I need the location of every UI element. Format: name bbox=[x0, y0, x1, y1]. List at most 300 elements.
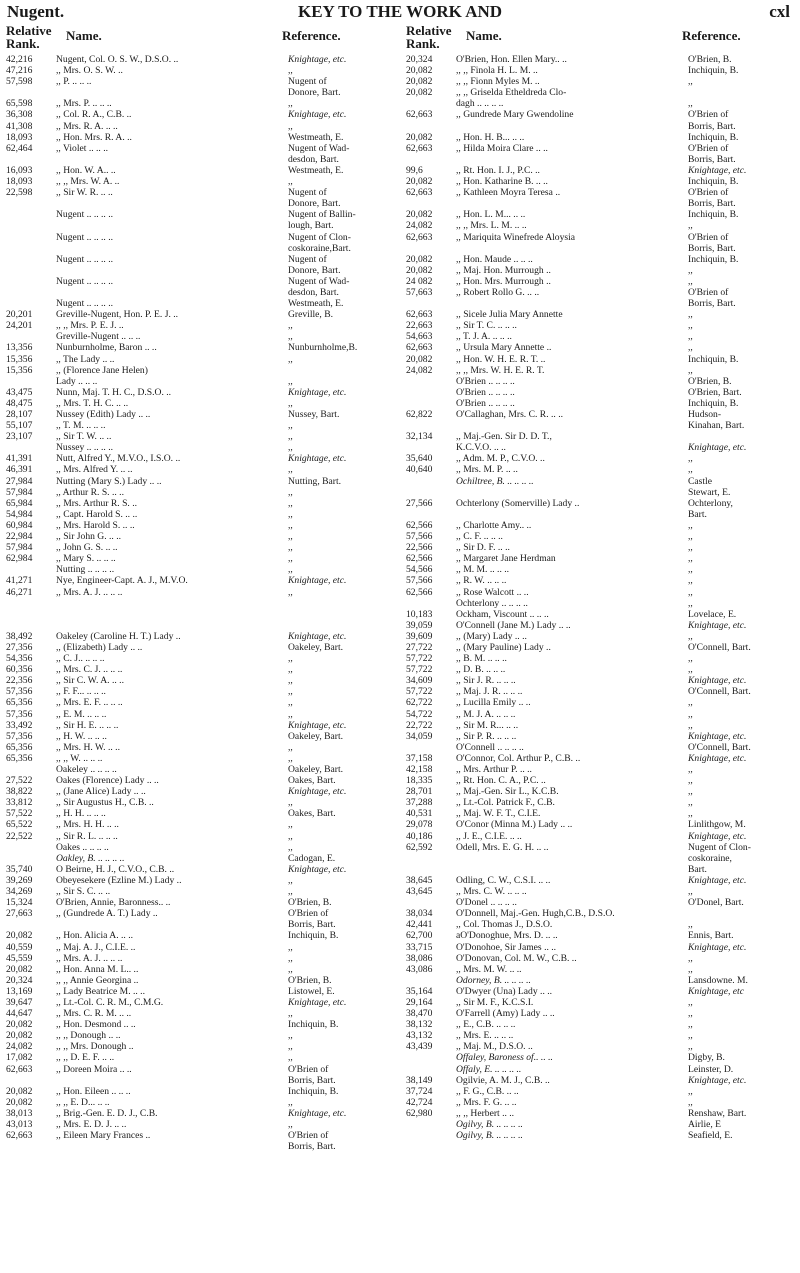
index-entry bbox=[406, 1019, 796, 1030]
entry-name: Ogilvy, B. .. .. .. .. bbox=[456, 1130, 523, 1142]
entry-name: ,, Doreen Moira .. .. bbox=[56, 1063, 132, 1075]
entry-reference: ,, bbox=[688, 553, 693, 565]
index-entry bbox=[406, 431, 796, 442]
entry-name: ,, Gundrede Mary Gwendoline bbox=[456, 109, 574, 121]
index-entry bbox=[6, 1030, 396, 1041]
relative-rank: 43,086 bbox=[406, 963, 433, 975]
relative-rank: 24 082 bbox=[406, 275, 433, 287]
relative-rank: 34,269 bbox=[6, 886, 33, 898]
index-entry bbox=[6, 198, 396, 209]
index-entry bbox=[6, 265, 396, 276]
index-entry bbox=[406, 675, 796, 686]
entry-name: ,, Mary S. .. .. .. bbox=[56, 553, 116, 565]
index-entry bbox=[406, 997, 796, 1008]
entry-name: ,, C. J.. .. .. .. bbox=[56, 653, 105, 665]
index-entry bbox=[406, 1064, 796, 1075]
index-entry bbox=[406, 831, 796, 842]
entry-name: ,, Mrs. M. W. .. .. bbox=[456, 963, 522, 975]
index-entry bbox=[6, 897, 396, 908]
column-header bbox=[406, 24, 796, 54]
entry-name: Greville-Nugent .. .. .. bbox=[56, 331, 141, 343]
relative-rank: 43,645 bbox=[406, 886, 433, 898]
entry-reference: Bart. bbox=[688, 508, 707, 520]
index-entry bbox=[6, 342, 396, 353]
entry-reference: ,, bbox=[688, 719, 693, 731]
entry-name: ,, Sir T. C. .. .. .. bbox=[456, 320, 517, 332]
index-entry bbox=[6, 542, 396, 553]
entry-reference: Hudson- bbox=[688, 409, 722, 420]
index-entry bbox=[406, 298, 796, 309]
relative-rank: 20,082 bbox=[406, 87, 433, 99]
relative-rank: 15,356 bbox=[6, 364, 33, 376]
entry-name: ,, M. J. A. .. .. .. bbox=[456, 708, 516, 720]
entry-name: ,, Hon. Maude .. .. .. bbox=[456, 253, 533, 265]
relative-rank: 57,356 bbox=[6, 708, 33, 720]
entry-reference: ,, bbox=[688, 342, 693, 354]
index-entry bbox=[6, 1108, 396, 1119]
index-entry bbox=[6, 1141, 396, 1152]
relative-rank: 27,522 bbox=[6, 775, 33, 787]
relative-rank: 22,356 bbox=[6, 675, 33, 687]
relative-rank: 15,324 bbox=[6, 897, 33, 909]
index-entry bbox=[406, 897, 796, 908]
entry-reference: Knightage, etc. bbox=[688, 1074, 747, 1086]
entry-reference: ,, bbox=[288, 963, 293, 975]
relative-rank: 28,107 bbox=[6, 409, 33, 420]
entry-reference: O'Brien, Bart. bbox=[688, 386, 742, 398]
entry-name: ,, Hon. Desmond .. .. bbox=[56, 1019, 136, 1031]
entry-reference: ,, bbox=[688, 575, 693, 587]
entry-name: ,, H. W. .. .. .. bbox=[56, 730, 107, 742]
index-entry bbox=[406, 531, 796, 542]
relative-rank: 23,107 bbox=[6, 431, 33, 443]
entry-name: ,, R. W. .. .. .. bbox=[456, 575, 507, 587]
index-entry bbox=[6, 975, 396, 986]
index-entry bbox=[406, 176, 796, 187]
index-entry bbox=[6, 1097, 396, 1108]
entry-name: ,, Hon. W. H. E. R. T. .. bbox=[456, 353, 546, 365]
relative-rank: 15,356 bbox=[6, 353, 33, 365]
entry-reference: ,, bbox=[688, 1041, 693, 1053]
entry-name: ,, ,, Mrs. L. M. .. .. bbox=[456, 220, 527, 232]
entry-name: ,, Sir T. W. .. .. bbox=[56, 431, 112, 443]
entry-name: ,, Sir S. C. .. .. bbox=[56, 886, 111, 898]
relative-rank: 62,722 bbox=[406, 697, 433, 709]
entry-reference: Borris, Bart. bbox=[288, 919, 336, 931]
entry-reference: Borris, Bart. bbox=[688, 242, 736, 254]
entry-name: O'Donohoe, Sir James .. .. bbox=[456, 941, 557, 953]
entry-name: ,, Brig.-Gen. E. D. J., C.B. bbox=[56, 1107, 158, 1119]
relative-rank: 27,566 bbox=[406, 497, 433, 509]
entry-name: Offaly, E. .. .. .. .. bbox=[456, 1063, 522, 1075]
index-entry bbox=[406, 753, 796, 764]
entry-name: Greville-Nugent, Hon. P. E. J. .. bbox=[56, 309, 179, 321]
entry-name: ,, Violet .. .. .. bbox=[56, 142, 109, 154]
entry-name: Nugent, Col. O. S. W., D.S.O. .. bbox=[56, 54, 179, 65]
index-entry bbox=[406, 930, 796, 941]
index-entry bbox=[406, 87, 796, 98]
index-entry bbox=[6, 254, 396, 265]
entry-reference: ,, bbox=[688, 775, 693, 787]
entry-name: Nutting .. .. .. .. bbox=[56, 564, 115, 576]
index-entry bbox=[6, 87, 396, 98]
entry-reference: O'Brien of bbox=[288, 1130, 329, 1142]
entry-name: Nugent .. .. .. .. bbox=[56, 231, 114, 243]
index-entry bbox=[6, 498, 396, 509]
entry-name: ,, Sir W. R. .. .. bbox=[56, 187, 113, 199]
index-entry bbox=[406, 786, 796, 797]
index-entry bbox=[406, 1097, 796, 1108]
relative-rank: 39,269 bbox=[6, 874, 33, 886]
relative-rank: 39,609 bbox=[406, 630, 433, 642]
right-entries bbox=[406, 54, 796, 1141]
index-entry bbox=[406, 453, 796, 464]
entry-name: ,, (Jane Alice) Lady .. .. bbox=[56, 786, 146, 798]
index-entry bbox=[6, 98, 396, 109]
index-entry bbox=[6, 942, 396, 953]
relative-rank: 54,566 bbox=[406, 564, 433, 576]
entry-reference: Cadogan, E. bbox=[288, 852, 336, 864]
entry-reference: ,, bbox=[288, 741, 293, 753]
entry-reference: Inchiquin, B. bbox=[688, 209, 739, 221]
entry-reference: Knightage, etc. bbox=[288, 453, 347, 465]
index-entry bbox=[6, 453, 396, 464]
entry-name: Oakes (Florence) Lady .. .. bbox=[56, 775, 159, 787]
entry-name: Nye, Engineer-Capt. A. J., M.V.O. bbox=[56, 575, 188, 587]
relative-rank: 60,356 bbox=[6, 664, 33, 676]
index-entry bbox=[406, 808, 796, 819]
entry-reference: ,, bbox=[288, 830, 293, 842]
index-entry bbox=[406, 797, 796, 808]
entry-name: ,, ,, Fionn Myles M. .. bbox=[456, 76, 540, 88]
entry-name: ,, J. E., C.I.E. .. .. bbox=[456, 830, 522, 842]
relative-rank: 41,308 bbox=[6, 120, 33, 132]
relative-rank: 20,082 bbox=[6, 1019, 33, 1031]
relative-rank: 28,701 bbox=[406, 786, 433, 798]
entry-reference: ,, bbox=[688, 664, 693, 676]
relative-rank: 62,984 bbox=[6, 553, 33, 565]
index-entry bbox=[6, 819, 396, 830]
entry-name: Ogilvy, B. .. .. .. .. bbox=[456, 1119, 523, 1130]
entry-reference: Greville, B. bbox=[288, 309, 334, 321]
entry-name: Nussey (Edith) Lady .. .. bbox=[56, 409, 151, 420]
relative-rank: 62,663 bbox=[406, 142, 433, 154]
entry-reference: Nugent of Ballin- bbox=[288, 209, 356, 221]
entry-reference: ,, bbox=[688, 531, 693, 543]
relative-rank: 62,464 bbox=[6, 142, 33, 154]
index-entry bbox=[406, 132, 796, 143]
entry-name: aO'Donoghue, Mrs. D. .. .. bbox=[456, 930, 558, 942]
relative-rank: 40,531 bbox=[406, 808, 433, 820]
entry-name: ,, Mrs. O. S. W. .. bbox=[56, 65, 123, 77]
entry-reference: Knightage, etc. bbox=[688, 730, 747, 742]
entry-name: ,, Rt. Hon. C. A., P.C. .. bbox=[456, 775, 546, 787]
entry-name: ,, Mrs. A. J. .. .. .. bbox=[56, 952, 123, 964]
entry-reference: Borris, Bart. bbox=[688, 298, 736, 310]
entry-name: ,, Lady Beatrice M. .. .. bbox=[56, 985, 145, 997]
index-entry bbox=[6, 587, 396, 598]
entry-reference: ,, bbox=[688, 597, 693, 609]
entry-name: ,, Sir C. W. A. .. .. bbox=[56, 675, 124, 687]
relative-rank: 54,356 bbox=[6, 653, 33, 665]
entry-reference: ,, bbox=[288, 519, 293, 531]
index-entry bbox=[6, 76, 396, 87]
entry-reference: ,, bbox=[288, 497, 293, 509]
entry-reference: ,, bbox=[288, 697, 293, 709]
entry-reference: ,, bbox=[688, 653, 693, 665]
entry-reference: O'Brien, B. bbox=[688, 375, 732, 387]
relative-rank: 17,082 bbox=[6, 1052, 33, 1064]
index-entry bbox=[6, 464, 396, 475]
entry-reference: coskoraine, bbox=[688, 852, 732, 864]
entry-name: dagh .. .. .. .. bbox=[456, 98, 504, 110]
entry-name: ,, Mrs. Arthur P. .. .. bbox=[456, 764, 532, 775]
entry-name: Nugent .. .. .. .. bbox=[56, 275, 114, 287]
relative-rank: 41,391 bbox=[6, 453, 33, 465]
index-entry bbox=[406, 1052, 796, 1063]
entry-reference: Knightage, etc. bbox=[688, 164, 747, 176]
entry-reference: ,, bbox=[688, 764, 693, 775]
entry-reference: ,, bbox=[288, 886, 293, 898]
index-entry bbox=[6, 919, 396, 930]
entry-reference: Inchiquin, B. bbox=[688, 176, 739, 188]
entry-reference: ,, bbox=[288, 708, 293, 720]
entry-reference: Nugent of Wad- bbox=[288, 275, 350, 287]
left-entries bbox=[6, 54, 396, 1152]
entry-name: ,, Mrs. P. .. .. .. bbox=[56, 98, 112, 110]
relative-rank: 27,356 bbox=[6, 641, 33, 653]
entry-name: ,, Hon. L. M... .. .. bbox=[456, 209, 526, 221]
entry-name: Ochterlony .. .. .. .. bbox=[456, 597, 528, 609]
relative-rank: 36,308 bbox=[6, 109, 33, 121]
entry-name: Oakes .. .. .. .. bbox=[56, 841, 109, 853]
entry-reference: ,, bbox=[288, 941, 293, 953]
relative-rank: 38,034 bbox=[406, 908, 433, 920]
entry-reference: Borris, Bart. bbox=[688, 120, 736, 132]
entry-reference: ,, bbox=[688, 464, 693, 476]
entry-name: ,, Maj.-Gen. Sir D. D. T., bbox=[456, 431, 552, 443]
relative-rank: 62,663 bbox=[406, 231, 433, 243]
index-entry bbox=[406, 775, 796, 786]
entry-name: Ochiltree, B. .. .. .. .. bbox=[456, 475, 534, 487]
relative-rank: 62,663 bbox=[6, 1063, 33, 1075]
entry-reference: ,, bbox=[288, 508, 293, 520]
entry-reference: ,, bbox=[288, 431, 293, 443]
index-entry bbox=[6, 631, 396, 642]
entry-name: ,, ,, E. D... .. .. bbox=[56, 1096, 110, 1108]
entry-name: ,, C. F. .. .. .. bbox=[456, 531, 503, 543]
entry-reference: ,, bbox=[688, 630, 693, 642]
index-entry bbox=[406, 842, 796, 853]
index-entry bbox=[406, 764, 796, 775]
index-entry bbox=[406, 220, 796, 231]
index-entry bbox=[6, 365, 396, 376]
entry-name: ,, Sir P. R. .. .. .. bbox=[456, 730, 517, 742]
entry-reference: O'Brien of bbox=[288, 1063, 329, 1075]
index-entry bbox=[406, 1030, 796, 1041]
index-entry bbox=[6, 753, 396, 764]
relative-rank: 33,715 bbox=[406, 941, 433, 953]
index-entry bbox=[406, 54, 796, 65]
entry-reference: ,, bbox=[688, 1008, 693, 1020]
entry-reference: Nutting, Bart. bbox=[288, 475, 342, 487]
entry-name: ,, Lt.-Col. Patrick F., C.B. bbox=[456, 797, 555, 809]
index-entry bbox=[6, 154, 396, 165]
index-entry bbox=[406, 620, 796, 631]
relative-rank: 24,082 bbox=[406, 220, 433, 232]
relative-rank: 44,647 bbox=[6, 1008, 33, 1020]
entry-reference: Knightage, etc. bbox=[688, 752, 747, 764]
entry-reference: ,, bbox=[688, 564, 693, 576]
entry-reference: ,, bbox=[288, 1096, 293, 1108]
entry-name: ,, Hon. Eileen .. .. .. bbox=[56, 1085, 131, 1097]
entry-name: ,, Kathleen Moyra Teresa .. bbox=[456, 187, 561, 199]
index-entry bbox=[6, 1052, 396, 1063]
entry-name: ,, Lt.-Col. C. R. M., C.M.G. bbox=[56, 996, 164, 1008]
relative-rank: 20,082 bbox=[406, 65, 433, 77]
entry-reference: ,, bbox=[288, 397, 293, 409]
index-entry bbox=[406, 653, 796, 664]
entry-reference: ,, bbox=[288, 1052, 293, 1064]
index-entry bbox=[6, 287, 396, 298]
index-entry bbox=[6, 509, 396, 520]
index-entry bbox=[6, 298, 396, 309]
index-entry bbox=[6, 642, 396, 653]
relative-rank: 62,566 bbox=[406, 519, 433, 531]
relative-rank: 16,093 bbox=[6, 164, 33, 176]
entry-reference: ,, bbox=[288, 353, 293, 365]
index-entry bbox=[6, 1130, 396, 1141]
entry-reference: ,, bbox=[288, 486, 293, 498]
entry-reference: Westmeath, E. bbox=[288, 131, 344, 143]
relative-rank: 35,164 bbox=[406, 985, 433, 997]
entry-reference: ,, bbox=[288, 1119, 293, 1130]
entry-reference: Listowel, E. bbox=[288, 985, 335, 997]
relative-rank: 38,645 bbox=[406, 874, 433, 886]
relative-rank: 18,093 bbox=[6, 176, 33, 188]
index-entry bbox=[6, 54, 396, 65]
relative-rank: 62,700 bbox=[406, 930, 433, 942]
entry-name: ,, Maj. A. J., C.I.E. .. bbox=[56, 941, 136, 953]
index-entry bbox=[406, 819, 796, 830]
relative-rank: 65,356 bbox=[6, 741, 33, 753]
relative-rank: 34,059 bbox=[406, 730, 433, 742]
index-entry bbox=[6, 476, 396, 487]
entry-reference: ,, bbox=[288, 442, 293, 454]
entry-name: ,, John G. S. .. .. bbox=[56, 542, 118, 554]
relative-rank: 20,082 bbox=[406, 209, 433, 221]
relative-rank: 57,356 bbox=[6, 686, 33, 698]
entry-reference: O'Brien of bbox=[688, 187, 729, 199]
entry-reference: ,, bbox=[288, 686, 293, 698]
relative-rank: 45,559 bbox=[6, 952, 33, 964]
index-entry bbox=[406, 354, 796, 365]
entry-name: O'Callaghan, Mrs. C. R. .. .. bbox=[456, 409, 563, 420]
entry-name: O'Brien .. .. .. .. bbox=[456, 375, 515, 387]
index-entry bbox=[406, 1008, 796, 1019]
entry-name: Nugent .. .. .. .. bbox=[56, 253, 114, 265]
entry-reference: Knightage, etc. bbox=[288, 1107, 347, 1119]
entry-reference: ,, bbox=[688, 708, 693, 720]
relative-rank: 57,356 bbox=[6, 730, 33, 742]
entry-name: Nussey .. .. .. .. bbox=[56, 442, 114, 454]
index-entry bbox=[6, 697, 396, 708]
entry-name: Nugent .. .. .. .. bbox=[56, 298, 114, 310]
index-entry bbox=[406, 243, 796, 254]
relative-rank: 57,566 bbox=[406, 575, 433, 587]
reference-heading: Reference. bbox=[282, 28, 341, 43]
index-entry bbox=[406, 143, 796, 154]
entry-reference: ,, bbox=[688, 808, 693, 820]
entry-name: O'Connell .. .. .. .. bbox=[456, 741, 524, 753]
entry-name: ,, H. H. .. .. .. bbox=[56, 808, 106, 820]
index-entry bbox=[406, 886, 796, 897]
running-head-page-number: cxl bbox=[769, 2, 790, 21]
relative-rank: 39,059 bbox=[406, 619, 433, 631]
entry-name: ,, Sir J. R. .. .. .. bbox=[456, 675, 516, 687]
entry-name: O'Connor, Col. Arthur P., C.B. .. bbox=[456, 752, 581, 764]
entry-reference: Nussey, Bart. bbox=[288, 409, 340, 420]
entry-name: ,, Hon. Katharine B. .. .. bbox=[456, 176, 548, 188]
entry-reference: Bart. bbox=[688, 863, 707, 875]
entry-name: ,, Mrs. C. J. .. .. .. bbox=[56, 664, 123, 676]
index-entry bbox=[406, 664, 796, 675]
entry-reference: ,, bbox=[688, 264, 693, 276]
relative-rank: 62,592 bbox=[406, 841, 433, 853]
relative-rank: 60,984 bbox=[6, 519, 33, 531]
entry-reference: O'Brien of bbox=[688, 286, 729, 298]
entry-reference: ,, bbox=[288, 531, 293, 543]
relative-rank: 20,082 bbox=[406, 131, 433, 143]
relative-rank: 57,598 bbox=[6, 76, 33, 88]
entry-name: Ockham, Viscount .. .. .. bbox=[456, 608, 549, 620]
entry-name: O Beirne, H. J., C.V.O., C.B. .. bbox=[56, 863, 175, 875]
index-entry bbox=[406, 642, 796, 653]
entry-name: ,, E. M. .. .. .. bbox=[56, 708, 107, 720]
index-entry bbox=[6, 808, 396, 819]
entry-name: ,, ,, Mrs. P. E. J. .. bbox=[56, 320, 124, 332]
entry-reference: Inchiquin, B. bbox=[688, 353, 739, 365]
entry-name: ,, Mrs. M. P. .. .. bbox=[456, 464, 518, 476]
relative-rank: 57,722 bbox=[406, 686, 433, 698]
entry-name: O'Donnell, Maj.-Gen. Hugh,C.B., D.S.O. bbox=[456, 908, 615, 920]
entry-reference: Oakeley, Bart. bbox=[288, 641, 344, 653]
entry-reference: Knightage, etc. bbox=[688, 675, 747, 687]
relative-rank: 42,724 bbox=[406, 1096, 433, 1108]
relative-rank: 38,470 bbox=[406, 1008, 433, 1020]
entry-reference: ,, bbox=[288, 952, 293, 964]
entry-name: O'Brien, Hon. Ellen Mary.. .. bbox=[456, 54, 567, 65]
relative-rank: 20,082 bbox=[6, 930, 33, 942]
entry-reference: ,, bbox=[688, 364, 693, 376]
entry-reference: Renshaw, Bart. bbox=[688, 1107, 747, 1119]
entry-name: ,, Mrs. R. A. .. .. bbox=[56, 120, 118, 132]
entry-reference: ,, bbox=[688, 220, 693, 232]
relative-rank: 22,566 bbox=[406, 542, 433, 554]
index-entry bbox=[6, 1086, 396, 1097]
relative-rank: 38,492 bbox=[6, 630, 33, 642]
index-entry bbox=[406, 76, 796, 87]
entry-name: Nunn, Maj. T. H. C., D.S.O. .. bbox=[56, 386, 172, 398]
index-entry bbox=[6, 775, 396, 786]
relative-rank: 54,984 bbox=[6, 508, 33, 520]
entry-name: ,, (Mary) Lady .. .. bbox=[456, 630, 527, 642]
index-entry bbox=[6, 731, 396, 742]
entry-reference: ,, bbox=[288, 1041, 293, 1053]
entry-name: O'Brien .. .. .. .. bbox=[456, 397, 515, 409]
entry-name: Ochterlony (Somerville) Lady .. bbox=[456, 497, 580, 509]
entry-name: ,, Hon. Mrs. Murrough .. bbox=[456, 275, 551, 287]
